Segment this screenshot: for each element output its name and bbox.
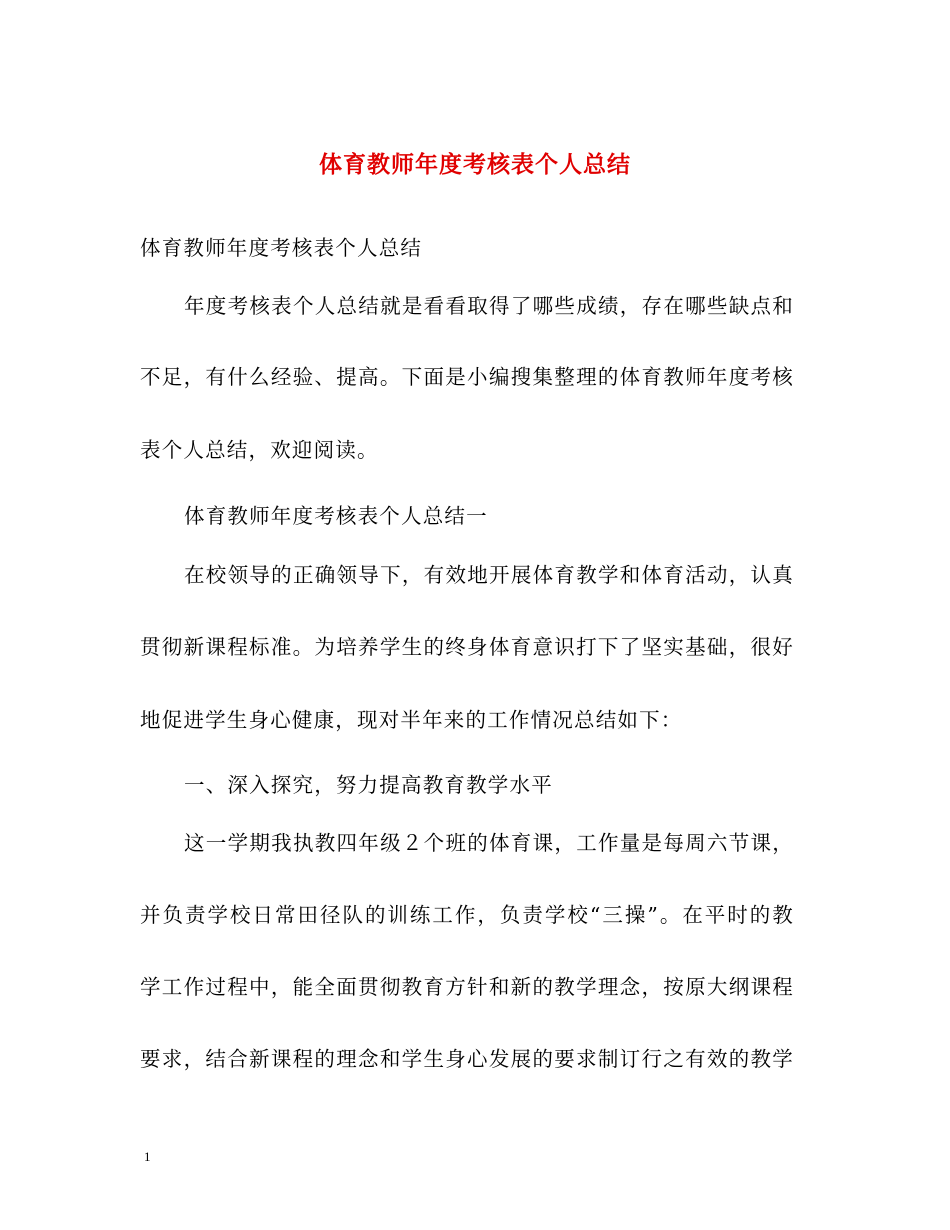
paragraph-line: 要求，结合新课程的理念和学生身心发展的要求制订行之有效的教学 [140,1047,794,1071]
section-heading: 一、深入探究，努力提高教育教学水平 [184,773,553,797]
paragraph-line: 年度考核表个人总结就是看看取得了哪些成绩，存在哪些缺点和 [184,294,794,318]
paragraph-line: 不足，有什么经验、提高。下面是小编搜集整理的体育教师年度考核 [140,365,794,389]
page-number: 1 [144,1149,151,1164]
document-title: 体育教师年度考核表个人总结 [319,151,631,178]
paragraph-line: 贯彻新课程标准。为培养学生的终身体育意识打下了坚实基础，很好 [140,635,794,659]
paragraph-line: 体育教师年度考核表个人总结 [140,236,423,260]
paragraph-line: 学工作过程中，能全面贯彻教育方针和新的教学理念，按原大纲课程 [140,975,794,999]
paragraph-line: 地促进学生身心健康，现对半年来的工作情况总结如下： [140,708,683,732]
paragraph-line: 这一学期我执教四年级２个班的体育课，工作量是每周六节课， [184,831,794,855]
paragraph-line: 在校领导的正确领导下，有效地开展体育教学和体育活动，认真 [184,563,794,587]
section-heading: 体育教师年度考核表个人总结一 [184,504,488,528]
paragraph-line: 并负责学校日常田径队的训练工作，负责学校“三操”。在平时的教 [140,903,794,927]
paragraph-line: 表个人总结，欢迎阅读。 [140,438,379,462]
